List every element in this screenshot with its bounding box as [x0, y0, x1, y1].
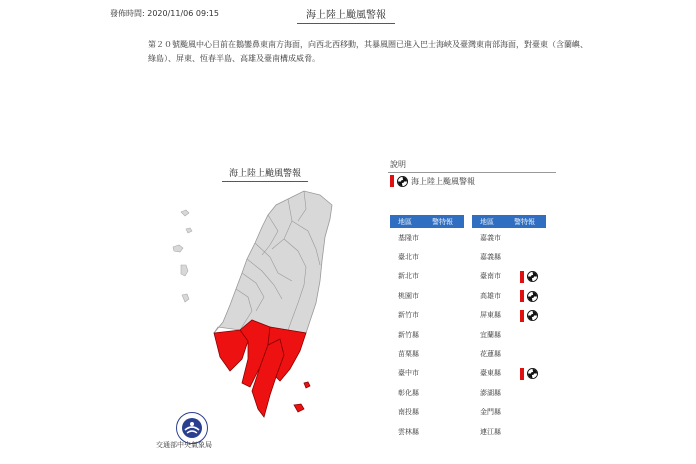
region-row: [390, 422, 464, 441]
region-row: [472, 364, 546, 383]
warning-bar-icon: [520, 368, 524, 380]
warning-marker: [520, 271, 538, 283]
header-warning: 警特報: [514, 217, 535, 226]
warning-bar-icon: [390, 175, 394, 187]
region-name: 花蓮縣: [480, 350, 501, 359]
header-region: 地區: [398, 217, 412, 226]
region-row: [472, 267, 546, 286]
region-name: 南投縣: [398, 408, 419, 417]
warning-marker: [520, 368, 538, 380]
island-penghu-2: [182, 294, 189, 302]
region-tainan: [214, 330, 248, 371]
region-row: [472, 383, 546, 402]
region-row: [472, 228, 546, 247]
cwb-emblem-icon: [180, 416, 204, 440]
island-green: [304, 382, 310, 388]
region-name: 彰化縣: [398, 388, 419, 397]
typhoon-icon: [527, 310, 538, 321]
region-name: 高雄市: [480, 291, 501, 300]
region-row: [390, 267, 464, 286]
region-row: [390, 344, 464, 363]
region-row: [390, 325, 464, 344]
legend-item: [390, 175, 475, 187]
publish-time: 發佈時間: 2020/11/06 09:15: [110, 9, 219, 18]
island-penghu: [181, 265, 188, 276]
region-row: [390, 306, 464, 325]
region-name: 臺東縣: [480, 369, 501, 378]
region-name: 宜蘭縣: [480, 330, 501, 339]
region-name: 雲林縣: [398, 427, 419, 436]
region-column-left: [390, 215, 464, 441]
region-name: 桃園市: [398, 291, 419, 300]
agency-name: 交通部中央氣象局: [156, 441, 212, 449]
warning-bar-icon: [520, 271, 524, 283]
island-orchid: [294, 404, 304, 412]
region-row: [390, 383, 464, 402]
island-lienchiang-2: [186, 228, 192, 233]
region-name: 新竹市: [398, 311, 419, 320]
region-row: [390, 286, 464, 305]
page-title: 海上陸上颱風警報: [297, 6, 395, 24]
region-name: 嘉義縣: [480, 253, 501, 262]
warning-bar-icon: [520, 310, 524, 322]
taiwan-warning-map: [170, 185, 350, 425]
legend-divider: [388, 172, 556, 173]
warning-bar-icon: [520, 290, 524, 302]
typhoon-icon: [397, 176, 408, 187]
warning-marker: [520, 310, 538, 322]
region-name: 苗栗縣: [398, 350, 419, 359]
header-warning: 警特報: [432, 217, 453, 226]
typhoon-icon: [527, 368, 538, 379]
region-row: [472, 247, 546, 266]
warning-marker: [520, 290, 538, 302]
warning-description: 第２０號颱風中心目前在鵝鑾鼻東南方海面，向西北西移動，其暴風圈已進入巴士海峽及臺灣東南部海面，對臺東（含蘭嶼、綠島）、屏東、恆春半島、高雄及臺南構成威脅。: [148, 40, 588, 63]
region-name: 臺中市: [398, 369, 419, 378]
region-row: [472, 286, 546, 305]
typhoon-icon: [527, 271, 538, 282]
region-name: 臺北市: [398, 253, 419, 262]
region-name: 基隆市: [398, 233, 419, 242]
legend-label: 海上陸上颱風警報: [411, 176, 475, 186]
region-name: 澎湖縣: [480, 388, 501, 397]
region-list: [390, 228, 464, 441]
region-row: [390, 364, 464, 383]
region-name: 臺南市: [480, 272, 501, 281]
region-row: [472, 325, 546, 344]
region-row: [472, 422, 546, 441]
region-list: [472, 228, 546, 441]
region-row: [390, 403, 464, 422]
region-name: 金門縣: [480, 408, 501, 417]
region-name: 屏東縣: [480, 311, 501, 320]
region-name: 連江縣: [480, 427, 501, 436]
map-title: 海上陸上颱風警報: [222, 166, 308, 182]
table-header: [472, 215, 546, 228]
taiwan-north-central: [214, 191, 332, 333]
typhoon-icon: [527, 291, 538, 302]
island-lienchiang: [181, 210, 189, 216]
header-region: 地區: [480, 217, 494, 226]
region-row: [390, 228, 464, 247]
region-column-right: [472, 215, 546, 441]
region-name: 新竹縣: [398, 330, 419, 339]
region-name: 新北市: [398, 272, 419, 281]
island-kinmen: [173, 245, 183, 252]
region-row: [390, 247, 464, 266]
region-row: [472, 403, 546, 422]
table-header: [390, 215, 464, 228]
region-row: [472, 344, 546, 363]
legend-title: 說明: [390, 160, 406, 169]
region-row: [472, 306, 546, 325]
region-name: 嘉義市: [480, 233, 501, 242]
